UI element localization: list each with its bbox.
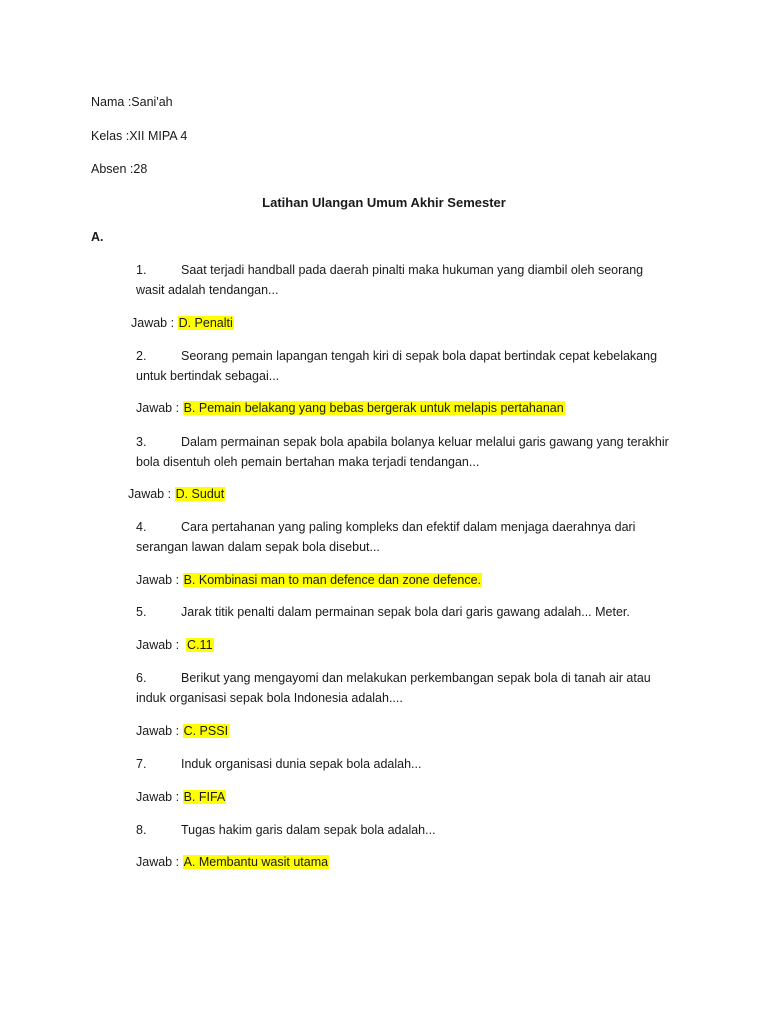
answer-3 [128, 486, 225, 502]
question-8-line-1 [136, 822, 436, 838]
question-4-line-1 [136, 519, 635, 535]
student-class: Kelas :XII MIPA 4 [91, 129, 188, 143]
document-title: Latihan Ulangan Umum Akhir Semester [262, 195, 506, 210]
answer-highlight: B. Pemain belakang yang bebas bergerak untuk melapis pertahanan [183, 401, 564, 415]
answer-highlight: A. Membantu wasit utama [183, 855, 329, 869]
question-text: Saat terjadi handball pada daerah pinalti maka hukuman yang diambil oleh seorang [181, 263, 644, 277]
question-text: Seorang pemain lapangan tengah kiri di sepak bola dapat bertindak cepat kebelakang [181, 349, 658, 363]
question-5-line-1 [136, 604, 630, 620]
question-3-line-2: bola disentuh oleh pemain bertahan maka terjadi tendangan... [136, 455, 480, 469]
question-number: 3. [136, 435, 147, 449]
answer-label: Jawab : [128, 487, 172, 501]
answer-8 [136, 854, 329, 870]
answer-highlight: B. FIFA [183, 790, 226, 804]
question-text: Dalam permainan sepak bola apabila bolanya keluar melalui garis gawang yang terakhir [181, 435, 669, 449]
answer-highlight: B. Kombinasi man to man defence dan zone defence. [183, 573, 481, 587]
question-number: 8. [136, 823, 147, 837]
student-absen: Absen :28 [91, 162, 148, 176]
answer-label: Jawab : [136, 573, 180, 587]
question-1-line-2: wasit adalah tendangan... [136, 283, 279, 297]
answer-label: Jawab : [131, 316, 175, 330]
student-name: Nama :Sani'ah [91, 95, 173, 109]
answer-highlight: D. Sudut [175, 487, 225, 501]
answer-highlight: D. Penalti [178, 316, 233, 330]
question-2-line-1 [136, 348, 657, 364]
question-number: 2. [136, 349, 147, 363]
question-text: Jarak titik penalti dalam permainan sepak bola dari garis gawang adalah... Meter. [181, 605, 630, 619]
question-number: 1. [136, 263, 147, 277]
question-number: 7. [136, 757, 147, 771]
section-label: A. [91, 230, 104, 244]
answer-1 [131, 315, 234, 331]
question-number: 4. [136, 520, 147, 534]
answer-highlight: C. PSSI [183, 724, 229, 738]
question-number: 6. [136, 671, 147, 685]
question-6-line-2: induk organisasi sepak bola Indonesia adalah.... [136, 691, 403, 705]
answer-6 [136, 723, 229, 739]
question-3-line-1 [136, 434, 669, 450]
answer-2 [136, 400, 565, 416]
question-7-line-1 [136, 756, 421, 772]
question-text: Tugas hakim garis dalam sepak bola adalah... [181, 823, 436, 837]
question-2-line-2: untuk bertindak sebagai... [136, 369, 280, 383]
question-4-line-2: serangan lawan dalam sepak bola disebut... [136, 540, 380, 554]
question-6-line-1 [136, 670, 651, 686]
question-text: Cara pertahanan yang paling kompleks dan efektif dalam menjaga daerahnya dari [181, 520, 636, 534]
answer-4 [136, 572, 482, 588]
question-number: 5. [136, 605, 147, 619]
question-1-line-1 [136, 262, 643, 278]
answer-highlight: C.11 [187, 638, 213, 652]
answer-label: Jawab : [136, 638, 180, 652]
answer-label: Jawab : [136, 724, 180, 738]
answer-7 [136, 789, 226, 805]
answer-label: Jawab : [136, 401, 180, 415]
answer-label: Jawab : [136, 790, 180, 804]
question-text: Berikut yang mengayomi dan melakukan perkembangan sepak bola di tanah air atau [181, 671, 651, 685]
answer-label: Jawab : [136, 855, 180, 869]
answer-5 [136, 637, 214, 653]
question-text: Induk organisasi dunia sepak bola adalah... [181, 757, 422, 771]
